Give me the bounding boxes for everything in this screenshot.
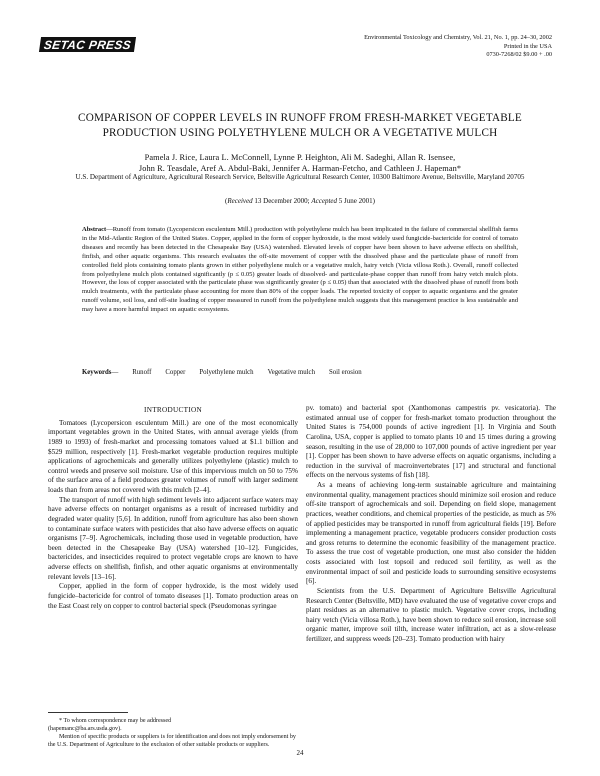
received-date: 13 December 2000; [252, 197, 312, 205]
footnote: * To whom correspondence may be addressed [59, 718, 172, 724]
article-title [40, 111, 560, 141]
left-column [48, 406, 298, 611]
received-dates [40, 197, 560, 205]
authors-line: Pamela J. Rice, Laura L. McConnell, Lynne P. Heighton, Ali M. Sadeghi, Allan R. Isensee, [144, 153, 456, 162]
journal-citation [252, 34, 552, 60]
author-list [40, 153, 560, 174]
keyword: Runoff [132, 369, 152, 376]
received-label: Received [227, 197, 253, 205]
footnote-divider [48, 712, 128, 713]
journal-line: Printed in the USA [503, 42, 552, 50]
footnote: Mention of specific products or suppliers is for identification and does not imply endorsement by the U.S. Department of Agriculture to the exclusion of other suitable products or suppliers. [48, 734, 296, 749]
keyword: Soil erosion [328, 369, 362, 376]
keywords [82, 369, 518, 376]
paragraph: Tomatoes (Lycopersicon esculentum Mill.) are one of the most economically important vegetables grown in the United States, with annual average yields (from 1989 to 1993) of fresh-market and processing tomatoes valued at $1.1 billion and $529 million, respectively [1]. Fresh-market vegetable production requires multiple applications of agrochemicals and generally utilizes polyethylene (plastic) mulch to control weeds and preserve soil moisture. Use of this impervious mulch on 50 to 75% of the surface area of a field produces greater volumes of runoff with larger sediment loads than from areas not covered with this mulch [2–4]. [48, 418, 298, 494]
page-number: 24 [296, 749, 304, 757]
footnote-email: (hapemanc@ba.ars.usda.gov). [48, 726, 122, 733]
abstract-label: Abstract [82, 226, 107, 233]
title-line: PRODUCTION USING POLYETHYLENE MULCH OR A VEGETATIVE MULCH [102, 127, 498, 139]
title-line: COMPARISON OF COPPER LEVELS IN RUNOFF FROM FRESH-MARKET VEGETABLE [78, 112, 522, 124]
paragraph: Copper, applied in the form of copper hydroxide, is the most widely used fungicide–bactericide for control of tomato diseases [1]. Tomato production areas on the East Coast rely on copper to control bacterial speck (Pseudomonas syringae [48, 582, 298, 610]
affiliation: U.S. Department of Agriculture, Agricultural Research Service, Beltsville Agricultural Research Center, 10300 Baltimore Avenue, Beltsville, Maryland 20705 [75, 173, 525, 181]
keywords-label: Keywords [82, 369, 112, 376]
section-heading: INTRODUCTION [144, 406, 202, 414]
paragraph: The transport of runoff with high sediment levels into adjacent surface waters may have adverse effects on nontarget organisms as a result of increased turbidity and degraded water quality [5,6]. In addition, runoff from agriculture has also been shown to contaminate surface waters with pesticides that also have adverse effects on aquatic organisms [7–9]. Agrochemicals, including those used in vegetable production, have been detected in the Chesapeake Bay (USA) watershed [10–12]. Fungicides, bactericides, and insecticides required to protect vegetable crops are known to have adverse effects on shellfish, finfish, and other aquatic organisms at environmentally relevant levels [13–16]. [48, 495, 298, 581]
accepted-date: 5 June 2001 [337, 197, 373, 205]
keyword: Copper [165, 369, 186, 376]
abstract-dash: — [106, 226, 113, 233]
keyword: Vegetative mulch [267, 369, 315, 376]
keywords-dash: — [111, 369, 119, 376]
abstract [82, 226, 518, 315]
authors-line: John R. Teasdale, Aref A. Abdul-Baki, Jennifer A. Harman-Fetcho, and Cathleen J. Hapeman* [138, 163, 462, 173]
paragraph: pv. tomato) and bacterial spot (Xanthomonas campestris pv. vesicatoria). The estimated annual use of copper for fresh-market tomato production throughout the United States is 754,000 pounds of active ingredient [1]. In Virginia and South Carolina, USA, copper is applied to tomato plants 10 and 15 times during a growing season, resulting in the use of 28,000 to 107,000 pounds of active ingredient per year [1]. Copper has been shown to have adverse effects on aquatic organisms, including a reduction in the survival of macroinvertebrates [17] and structural and functional effects on the nervous systems of fish [18]. [306, 404, 556, 480]
accepted-label: Accepted [311, 197, 338, 205]
right-column [306, 404, 556, 645]
paragraph: As a means of achieving long-term sustainable agriculture and maintaining environmental quality, management practices should minimize soil erosion and reduce off-site transport of agrochemicals and soil. Depending on field slope, management practices, weather conditions, and chemical properties of the pesticide, as much as 5% of applied pesticides may be transported in runoff from agricultural fields [19]. Before implementing a management practice, vegetable producers consider production costs and gross returns to determine the economic feasibility of the management practice. To assess the true cost of vegetable production, one must also consider the hidden costs associated with lost topsoil and reduced soil fertility, as well as the environmental impact of soil and pesticide loads to surrounding sensitive ecosystems [6]. [306, 481, 556, 586]
paren-close: ) [372, 197, 375, 205]
paren-open: ( [225, 197, 228, 205]
paragraph: Scientists from the U.S. Department of Agriculture Beltsville Agricultural Research Center (Beltsville, MD) have evaluated the use of vegetative cover crops and plant residues as an alternative to plastic mulch. Vegetative cover crops, including hairy vetch (Vicia villosa Roth.), have been shown to reduce soil erosion, increase soil organic matter, improve soil tilth, increase water infiltration, act as a slow-release fertilizer, and suppress weeds [20–23]. Tomato production with hairy [306, 586, 556, 643]
abstract-text: Runoff from tomato (Lycopersicon esculentum Mill.) production with polyethylene mulch has been implicated in the failure of commercial shellfish farms in the Mid-Atlantic Region of the United States. Copper, applied in the form of copper hydroxide, is the most widely used fungicide-bactericide for control of tomato diseases and recently has been detected in the Chesapeake Bay (USA) watershed. Elevated levels of copper have been shown to have adverse effects on shellfish, finfish, and other aquatic organisms. This research evaluates the off-site movement of copper with the dissolved phase and the particulate phase of runoff from controlled field plots containing tomato plants grown in either polyethylene mulch or a vegetative mulch, hairy vetch (Vicia villosa Roth.). Overall, runoff collected from polyethylene mulch plots contained significantly (p ≤ 0.05) greater loads of dissolved- and particulate-phase copper than runoff from hairy vetch mulch plots. However, the loss of copper associated with the particulate phase was significantly greater (p ≤ 0.05) than that associated with the dissolved phase of runoff from both mulch treatments, with the particulate phase accounting for more than 80% of the copper loads. The reported toxicity of copper to aquatic organisms and the greater runoff volume, soil loss, and off-site loading of copper measured in runoff from the polyethylene mulch suggests that this management practice is less sustainable and may have a more harmful impact on aquatic ecosystems. [82, 226, 518, 314]
journal-line: 0730-7268/02 $9.00 + .00 [486, 51, 552, 59]
keyword: Polyethylene mulch [199, 369, 254, 376]
setac-press-logo: SETAC PRESS [39, 37, 136, 52]
journal-line: Environmental Toxicology and Chemistry, Vol. 21, No. 1, pp. 24–30, 2002 [364, 34, 552, 41]
footnotes [48, 717, 298, 749]
